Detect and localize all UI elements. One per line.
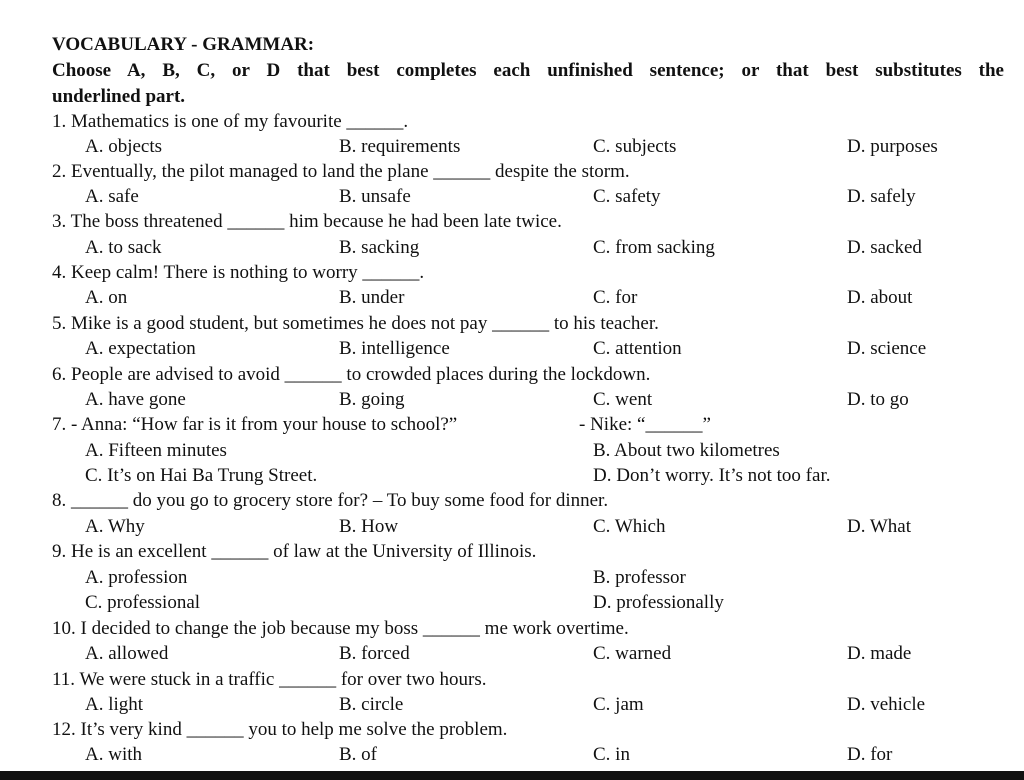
option-4c[interactable]: C. for <box>593 287 638 308</box>
option-7b[interactable]: B. About two kilometres <box>593 440 780 461</box>
option-1a[interactable]: A. objects <box>85 136 163 157</box>
option-5a[interactable]: A. expectation <box>85 338 196 359</box>
question-2: 2. Eventually, the pilot managed to land the plane ______ despite the storm. <box>52 161 630 182</box>
option-10d[interactable]: D. made <box>847 643 912 664</box>
option-8a[interactable]: A. Why <box>85 516 145 537</box>
option-11d[interactable]: D. vehicle <box>847 694 926 715</box>
option-12b[interactable]: B. of <box>339 744 377 765</box>
option-12a[interactable]: A. with <box>85 744 142 765</box>
option-5d[interactable]: D. science <box>847 338 927 359</box>
option-12d[interactable]: D. for <box>847 744 893 765</box>
question-7: 7. - Anna: “How far is it from your house to school?” <box>52 414 458 435</box>
option-9b[interactable]: B. professor <box>593 567 686 588</box>
option-10a[interactable]: A. allowed <box>85 643 169 664</box>
option-2c[interactable]: C. safety <box>593 186 661 207</box>
option-11c[interactable]: C. jam <box>593 694 644 715</box>
option-2d[interactable]: D. safely <box>847 186 916 207</box>
question-3: 3. The boss threatened ______ him because he had been late twice. <box>52 211 562 232</box>
option-8b[interactable]: B. How <box>339 516 399 537</box>
option-11b[interactable]: B. circle <box>339 694 404 715</box>
option-4d[interactable]: D. about <box>847 287 913 308</box>
option-12c[interactable]: C. in <box>593 744 630 765</box>
question-12: 12. It’s very kind ______ you to help me solve the problem. <box>52 719 508 740</box>
option-10b[interactable]: B. forced <box>339 643 410 664</box>
option-7c[interactable]: C. It’s on Hai Ba Trung Street. <box>85 465 318 486</box>
question-5: 5. Mike is a good student, but sometimes he does not pay ______ to his teacher. <box>52 313 659 334</box>
option-6b[interactable]: B. going <box>339 389 405 410</box>
option-1c[interactable]: C. subjects <box>593 136 677 157</box>
bottom-border <box>0 771 1024 780</box>
option-8d[interactable]: D. What <box>847 516 912 537</box>
option-8c[interactable]: C. Which <box>593 516 666 537</box>
option-4a[interactable]: A. on <box>85 287 128 308</box>
option-6c[interactable]: C. went <box>593 389 653 410</box>
option-9a[interactable]: A. profession <box>85 567 188 588</box>
question-4: 4. Keep calm! There is nothing to worry ______. <box>52 262 425 283</box>
option-7a[interactable]: A. Fifteen minutes <box>85 440 227 461</box>
question-11: 11. We were stuck in a traffic ______ for over two hours. <box>52 669 487 690</box>
option-1d[interactable]: D. purposes <box>847 136 938 157</box>
question-8: 8. ______ do you go to grocery store for? – To buy some food for dinner. <box>52 490 609 511</box>
option-4b[interactable]: B. under <box>339 287 405 308</box>
question-9: 9. He is an excellent ______ of law at the University of Illinois. <box>52 541 537 562</box>
question-7-reply: - Nike: “______” <box>579 414 711 435</box>
instruction-line-2: underlined part. <box>52 86 186 107</box>
option-6a[interactable]: A. have gone <box>85 389 186 410</box>
option-9c[interactable]: C. professional <box>85 592 201 613</box>
option-9d[interactable]: D. professionally <box>593 592 724 613</box>
option-3d[interactable]: D. sacked <box>847 237 922 258</box>
option-5c[interactable]: C. attention <box>593 338 682 359</box>
question-10: 10. I decided to change the job because my boss ______ me work overtime. <box>52 618 629 639</box>
option-3c[interactable]: C. from sacking <box>593 237 715 258</box>
question-6: 6. People are advised to avoid ______ to crowded places during the lockdown. <box>52 364 651 385</box>
option-2a[interactable]: A. safe <box>85 186 139 207</box>
question-1: 1. Mathematics is one of my favourite ______. <box>52 111 409 132</box>
option-7d[interactable]: D. Don’t worry. It’s not too far. <box>593 465 831 486</box>
instruction-line-1: Choose A, B, C, or D that best completes each unfinished sentence; or that best substitutes the <box>52 60 1004 81</box>
option-5b[interactable]: B. intelligence <box>339 338 450 359</box>
option-6d[interactable]: D. to go <box>847 389 909 410</box>
option-1b[interactable]: B. requirements <box>339 136 461 157</box>
option-3a[interactable]: A. to sack <box>85 237 162 258</box>
option-11a[interactable]: A. light <box>85 694 144 715</box>
option-2b[interactable]: B. unsafe <box>339 186 411 207</box>
section-title: VOCABULARY - GRAMMAR: <box>52 34 315 55</box>
option-10c[interactable]: C. warned <box>593 643 672 664</box>
option-3b[interactable]: B. sacking <box>339 237 420 258</box>
